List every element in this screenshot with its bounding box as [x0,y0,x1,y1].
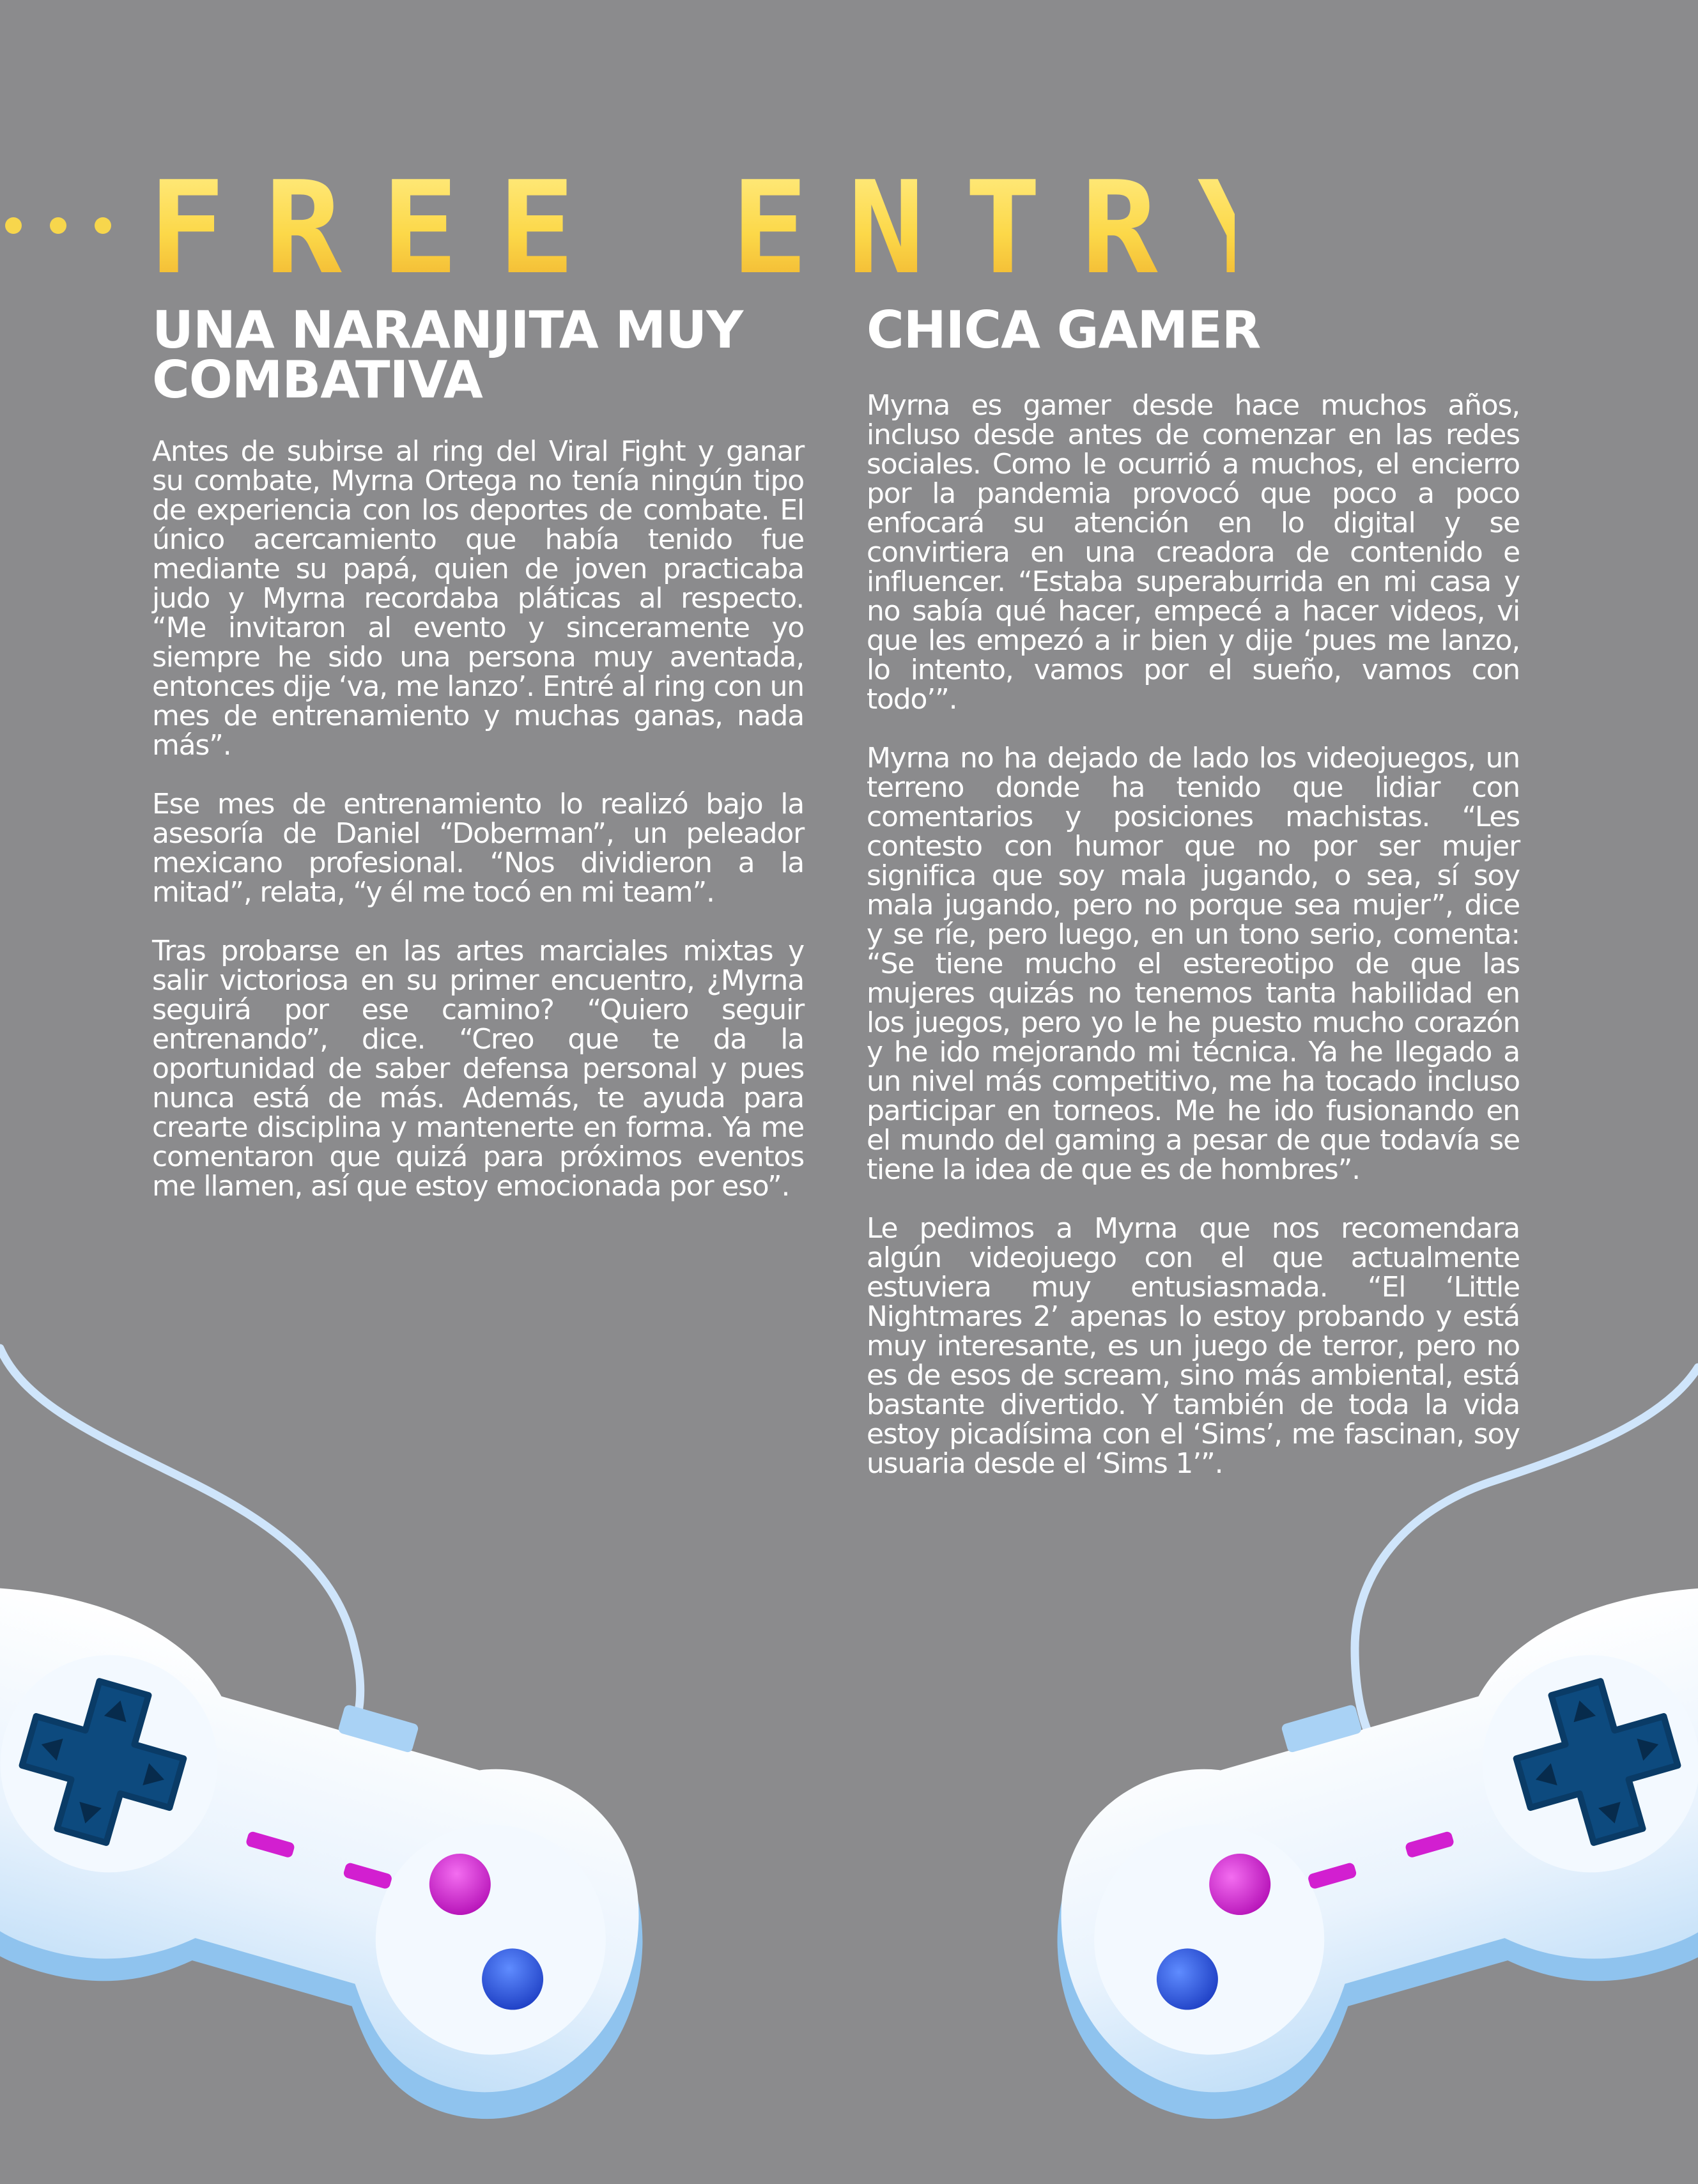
left-article-column [152,300,804,1231]
article-paragraph: Myrna es gamer desde hace muchos años, incluso desde antes de comenzar en las redes sociales. Como le ocurrió a muchos, el encierro por la pandemia provocó que poco a poco enfocará su atención en lo digital y se convirtiera en una creadora de contenido e influencer. “Estaba superaburrida en mi casa y no sabía qué hacer, empecé a hacer videos, vi que les empezó a ir bien y dije ‘pues me lanzo, lo intento, vamos por el sueño, vamos con todo’”. [867,389,1520,716]
section-title: FREE ENTRY [148,154,1315,303]
article-paragraph: Tras probarse en las artes marciales mixtas y salir victoriosa en su primer encuentro, ¿Myrna seguirá por ese camino? “Quiero seguir entrenando”, dice. “Creo que te da la oportunidad de saber defensa personal y pues nunca está de más. Además, te ayuda para crearte disciplina y mantenerte en forma. Ya me comentaron que quizá para próximos eventos me llamen, así que estoy emocionada por eso”. [152,935,804,1203]
dot [5,217,22,234]
dot [50,217,66,234]
dot [95,217,111,234]
article-paragraph: Le pedimos a Myrna que nos recomendara algún videojuego con el que actualmente estuviera muy entusiasmada. “El ‘Little Nightmares 2’ apenas lo estoy probando y está muy interesante, es un juego de terror, pero no es de esos de scream, sino más ambiental, está bastante divertido. Y también de toda la vida estoy picadísima con el ‘Sims’, me fascinan, soy usuaria desde el ‘Sims 1’”. [867,1212,1520,1480]
gamepad-right-icon [1002,1573,1698,2154]
decorative-dots [5,217,114,236]
gamepad-left-icon [0,1573,698,2154]
right-column-heading: CHICA GAMER [867,300,1261,360]
article-paragraph: Ese mes de entrenamiento lo realizó bajo la asesoría de Daniel “Doberman”, un peleador mexicano profesional. “Nos dividieron a la mitad”, relata, “y él me tocó en mi team”. [152,788,804,909]
right-article-column [867,300,1520,1508]
article-paragraph: Antes de subirse al ring del Viral Fight y ganar su combate, Myrna Ortega no tenía ningún tipo de experiencia con los deportes de combate. El único acercamiento que había tenido fue mediante su papá, quien de joven practicaba judo y Myrna recordaba pláticas al respecto. “Me invitaron al evento y sinceramente yo siempre he sido una persona muy aventada, entonces dije ‘va, me lanzo’. Entré al ring con un mes de entrenamiento y muchas ganas, nada más”. [152,435,804,762]
article-paragraph: Myrna no ha dejado de lado los videojuegos, un terreno donde ha tenido que lidiar con comentarios y posiciones machistas. “Les contesto con humor que no por ser mujer significa que soy mala jugando, o sea, sí soy mala jugando, pero no porque sea mujer”, dice y se ríe, pero luego, en un tono serio, comenta: “Se tiene mucho el estereotipo de que las mujeres quizás no tenemos tanta habilidad en los juegos, pero yo le he puesto mucho corazón y he ido mejorando mi técnica. Ya he llegado a un nivel más competitivo, me ha tocado incluso participar en torneos. Me he ido fusionando en el mundo del gaming a pesar de que todavía se tiene la idea de que es de hombres”. [867,742,1520,1186]
left-column-heading: UNA NARANJITA MUY COMBATIVA [152,300,743,410]
